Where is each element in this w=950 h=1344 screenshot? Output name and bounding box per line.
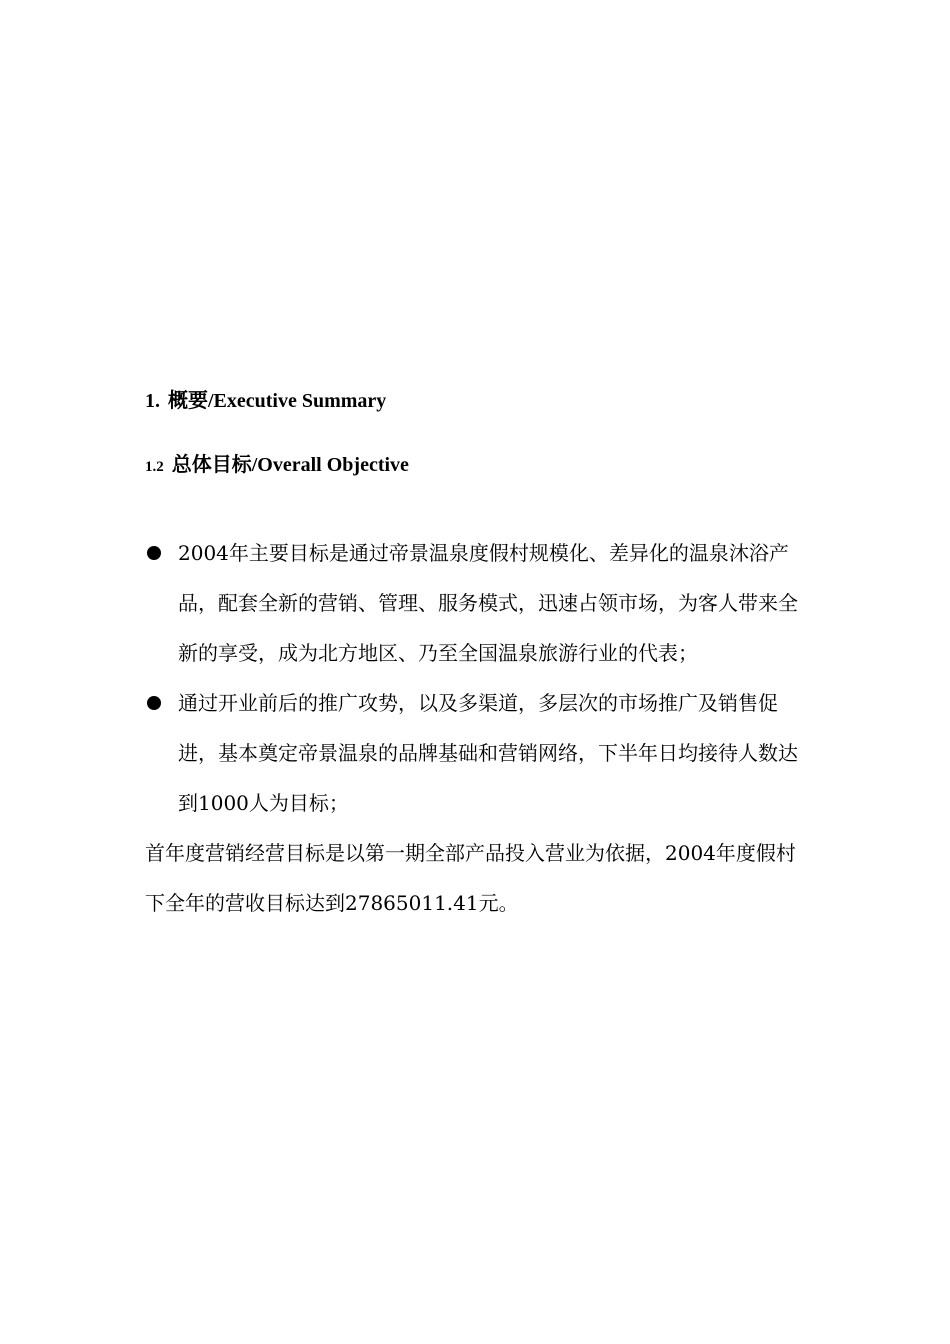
list-item <box>145 678 810 828</box>
section-heading <box>145 385 810 417</box>
bullet-dot-icon <box>147 696 161 710</box>
subsection-title: 总体目标/Overall Objective <box>171 454 409 476</box>
list-item-text: 通过开业前后的推广攻势，以及多渠道，多层次的市场推广及销售促进，基本奠定帝景温泉的品牌基础和营销网络，下半年日均接待人数达到1000人为目标； <box>178 691 798 815</box>
document-page <box>145 385 810 928</box>
objective-list <box>145 528 810 828</box>
subsection-number: 1.2 <box>145 459 164 475</box>
section-title: 概要/Executive Summary <box>168 390 387 412</box>
bullet-dot-icon <box>147 546 161 560</box>
section-number: 1. <box>145 390 160 412</box>
list-item <box>145 528 810 678</box>
list-item-text: 2004年主要目标是通过帝景温泉度假村规模化、差异化的温泉沐浴产品，配套全新的营销、管理、服务模式，迅速占领市场，为客人带来全新的享受，成为北方地区、乃至全国温泉旅游行业的代表； <box>178 541 798 665</box>
revenue-paragraph: 首年度营销经营目标是以第一期全部产品投入营业为依据，2004年度假村下全年的营收目标达到27865011.41元。 <box>145 841 796 915</box>
subsection-heading <box>145 449 810 483</box>
